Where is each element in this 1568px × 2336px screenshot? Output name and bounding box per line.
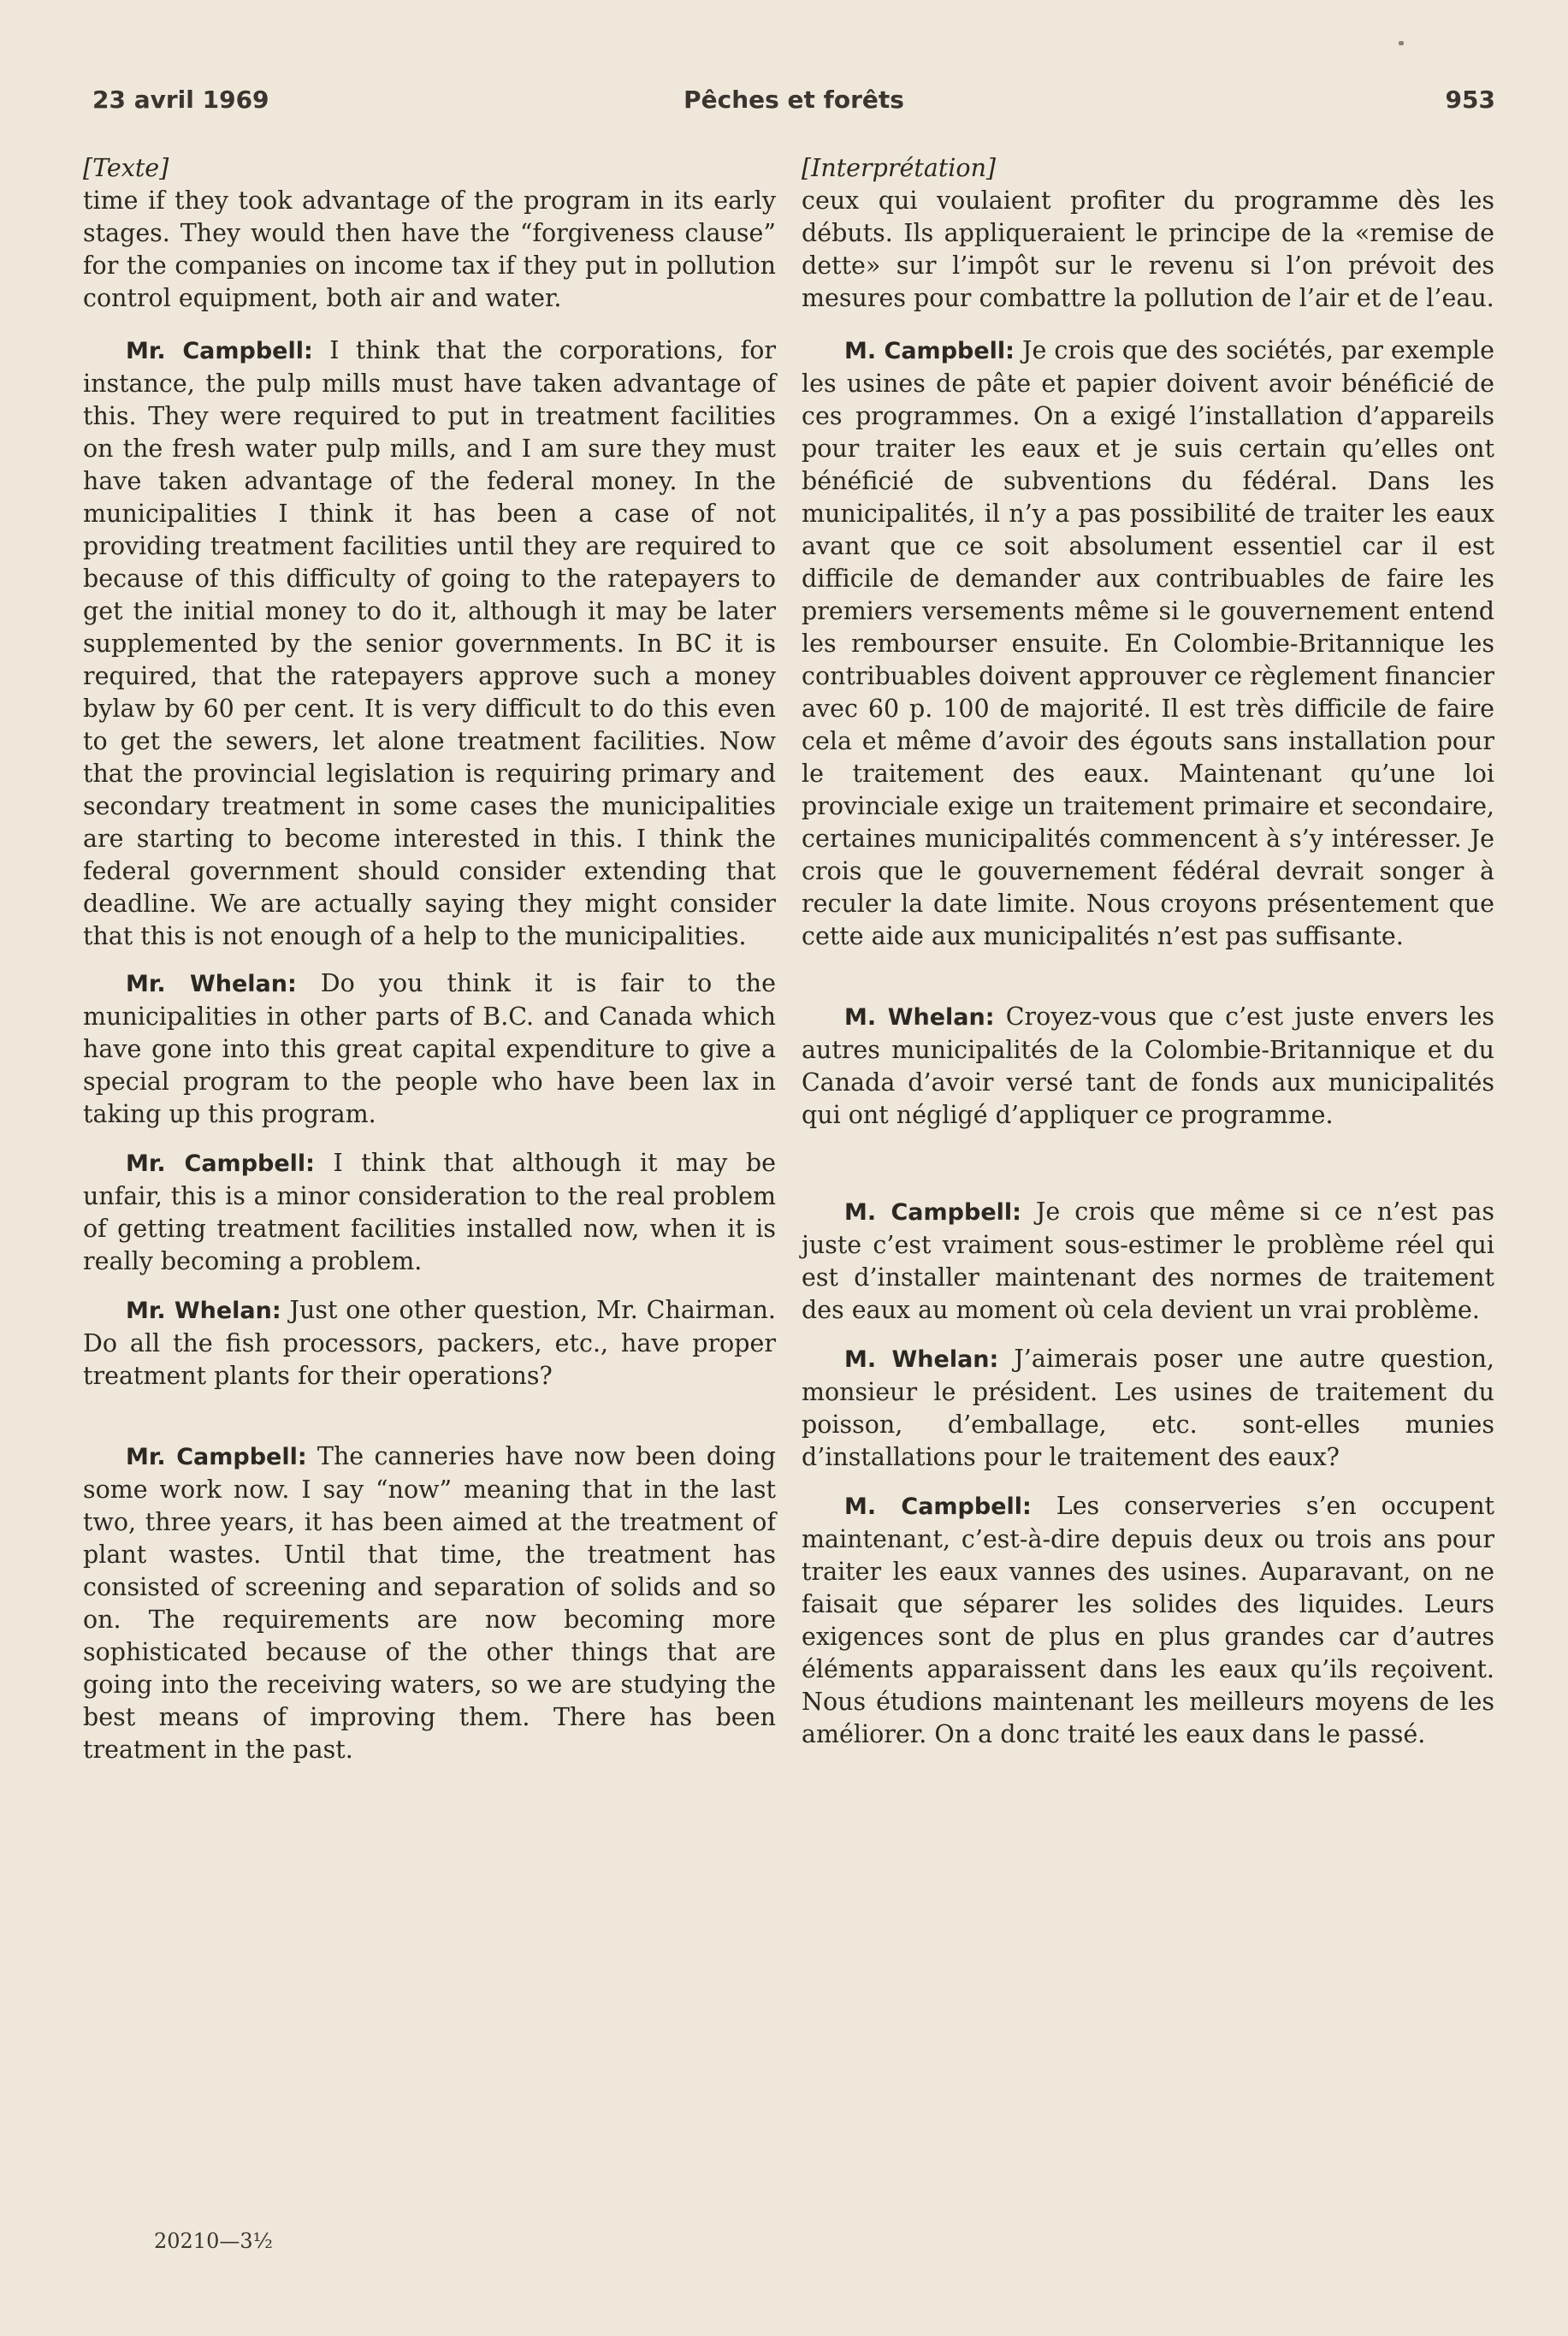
english-paragraph bbox=[83, 334, 776, 953]
speaker-name: M. Campbell: bbox=[844, 1199, 1021, 1226]
paragraph-text: Do you think it is fair to the municipalities in other parts of B.C. and Canada which have gone into this great capital expenditure to give a special program to the people who have been lax in taking up this program. bbox=[83, 969, 776, 1128]
header-date: 23 avril 1969 bbox=[92, 86, 269, 114]
paragraph-text: time if they took advantage of the program in its early stages. They would then have the “forgiveness clause” for the companies on income tax if they put in pollution control equipment, both air and water. bbox=[83, 186, 776, 312]
paragraph-text: I think that although it may be unfair, this is a minor consideration to the real problem of getting treatment facilities installed now, when it is really becoming a problem. bbox=[83, 1149, 776, 1275]
english-column-heading: [Texte] bbox=[83, 154, 169, 182]
english-paragraph bbox=[83, 1440, 776, 1766]
paragraph-text: Je crois que des sociétés, par exemple les usines de pâte et papier doivent avoir bénéficié de ces programmes. On a exigé l’installation d’appareils pour traiter les eaux et je suis certain qu’elles ont bénéficié de subventions du fédéral. Dans les municipalités, il n’y a pas possibilité de traiter les eaux avant que ce soit absolument essentiel car il est difficile de demander aux contribuables de faire les premiers versements même si le gouvernement entend les rembourser ensuite. En Colombie-Britannique les contribuables doivent approuver ce règlement financier avec 60 p. 100 de majorité. Il est très difficile de faire cela et même d’avoir des égouts sans installation pour le traitement des eaux. Maintenant qu’une loi provinciale exige un traitement primaire et secondaire, certaines municipalités commencent à s’y intéresser. Je crois que le gouvernement fédéral devrait songer à reculer la date limite. Nous croyons présentement que cette aide aux municipalités n’est pas suffisante. bbox=[802, 336, 1495, 950]
speaker-name: M. Campbell: bbox=[844, 1493, 1032, 1520]
paragraph-text: I think that the corporations, for instance, the pulp mills must have taken advantage of this. They were required to put in treatment facilities on the fresh water pulp mills, and I am sure they must have taken advantage of the federal money. In the municipalities I think it has been a case of not providing treatment facilities until they are required to because of this difficulty of going to the ratepayers to get the initial money to do it, although it may be later supplemented by the senior governments. In BC it is required, that the ratepayers approve such a money bylaw by 60 per cent. It is very difficult to do this even to get the sewers, let alone treatment facilities. Now that the provincial legislation is requiring primary and secondary treatment in some cases the municipalities are starting to become interested in this. I think the federal government should consider extending that deadline. We are actually saying they might consider that this is not enough of a help to the municipalities. bbox=[83, 336, 776, 950]
french-paragraph bbox=[802, 1001, 1494, 1132]
speaker-name: M. Campbell: bbox=[844, 338, 1015, 364]
french-column bbox=[802, 152, 1494, 1751]
speaker-name: Mr. Whelan: bbox=[126, 971, 297, 997]
english-paragraph bbox=[83, 1147, 776, 1278]
french-paragraph bbox=[802, 1343, 1494, 1474]
page-header bbox=[92, 86, 1495, 127]
speaker-name: Mr. Whelan: bbox=[126, 1298, 281, 1324]
paragraph-text: Croyez-vous que c’est juste envers les autres municipalités de la Colombie-Britannique et du Canada d’avoir versé tant de fonds aux municipalités qui ont négligé d’appliquer ce programme. bbox=[802, 1002, 1494, 1129]
english-column bbox=[83, 152, 776, 1766]
english-paragraph bbox=[83, 185, 776, 315]
header-page-number: 953 bbox=[1445, 86, 1495, 114]
page-speck bbox=[1399, 41, 1404, 45]
header-title: Pêches et forêts bbox=[683, 86, 904, 114]
footer-code: 20210—3½ bbox=[154, 2229, 273, 2253]
speaker-name: M. Whelan: bbox=[844, 1346, 999, 1373]
speaker-name: Mr. Campbell: bbox=[126, 1444, 307, 1470]
paragraph-text: Just one other question, Mr. Chairman. Do all the fish processors, packers, etc., have proper treatment plants for their operations? bbox=[83, 1296, 776, 1390]
paragraph-text: Les conserveries s’en occupent maintenant, c’est-à-dire depuis deux ou trois ans pour traiter les eaux vannes des usines. Auparavant, on ne faisait que séparer les solides des liquides. Leurs exigences sont de plus en plus grandes car d’autres éléments apparaissent dans les eaux qu’ils reçoivent. Nous étudions maintenant les meilleurs moyens de les améliorer. On a donc traité les eaux dans le passé. bbox=[802, 1492, 1494, 1748]
paragraph-text: J’aimerais poser une autre question, monsieur le président. Les usines de traitement du poisson, d’emballage, etc. sont-elles munies d’installations pour le traitement des eaux? bbox=[802, 1345, 1494, 1471]
paragraph-text: ceux qui voulaient profiter du programme dès les débuts. Ils appliqueraient le principe de la «remise de dette» sur l’impôt sur le revenu si l’on prévoit des mesures pour combattre la pollution de l’air et de l’eau. bbox=[802, 186, 1494, 312]
french-paragraph bbox=[802, 185, 1494, 315]
speaker-name: M. Whelan: bbox=[844, 1004, 995, 1031]
english-paragraph bbox=[83, 967, 776, 1131]
french-paragraph bbox=[802, 1196, 1494, 1327]
english-paragraph bbox=[83, 1294, 776, 1393]
french-column-heading: [Interprétation] bbox=[802, 154, 997, 182]
french-paragraph bbox=[802, 334, 1494, 953]
french-paragraph bbox=[802, 1490, 1494, 1751]
speaker-name: Mr. Campbell: bbox=[126, 338, 313, 364]
paragraph-text: Je crois que même si ce n’est pas juste c’est vraiment sous-estimer le problème réel qui est d’installer maintenant des normes de traitement des eaux au moment où cela devient un vrai problème. bbox=[802, 1198, 1494, 1324]
speaker-name: Mr. Campbell: bbox=[126, 1150, 315, 1177]
paragraph-text: The canneries have now been doing some work now. I say “now” meaning that in the last two, three years, it has been aimed at the treatment of plant wastes. Until that time, the treatment has consisted of screening and separation of solids and so on. The requirements are now becoming more sophisticated because of the other things that are going into the receiving waters, so we are studying the best means of improving them. There has been treatment in the past. bbox=[83, 1442, 776, 1764]
